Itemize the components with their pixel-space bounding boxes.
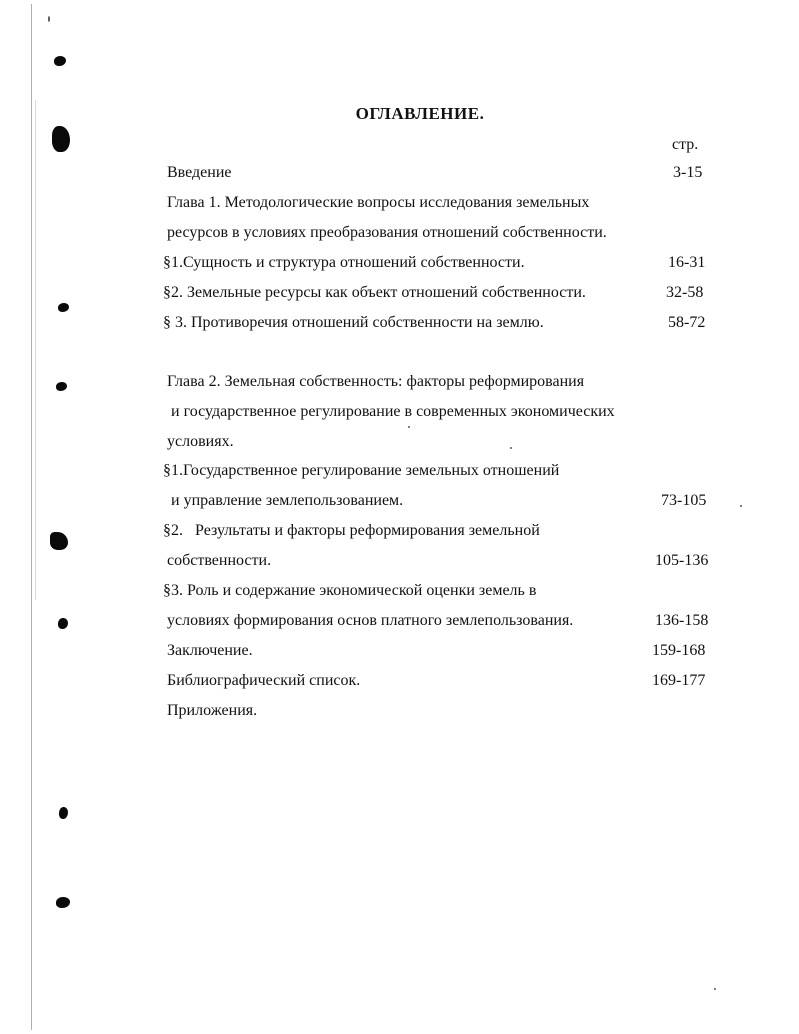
toc-entry-pages: 16-31 <box>668 254 706 271</box>
toc-entry-pages: 58-72 <box>668 314 706 331</box>
toc-entry-text: §3. Роль и содержание экономической оценки земель в <box>163 582 537 599</box>
punch-hole-mark <box>54 56 66 66</box>
toc-entry-text: §1.Государственное регулирование земельных отношений <box>163 462 560 479</box>
punch-hole-mark <box>56 382 67 391</box>
binder-margin-line <box>31 4 32 1030</box>
punch-hole-mark <box>58 303 69 312</box>
toc-entry-pages: 159-168 <box>652 642 706 659</box>
toc-entry-text: §2. Земельные ресурсы как объект отношений собственности. <box>163 284 586 301</box>
toc-entry-text: §1.Сущность и структура отношений собственности. <box>163 254 525 271</box>
scan-speck <box>48 16 50 22</box>
toc-entry-pages: 136-158 <box>655 612 709 629</box>
scan-speck <box>714 988 716 990</box>
scan-speck <box>408 426 410 428</box>
binder-margin-line-faint <box>35 100 36 600</box>
toc-entry-text: условиях. <box>167 433 234 450</box>
toc-entry-text: и управление землепользованием. <box>171 492 404 509</box>
toc-entry-text: и государственное регулирование в современных экономических <box>171 403 615 420</box>
punch-hole-mark <box>58 618 68 629</box>
punch-hole-mark <box>56 897 70 908</box>
toc-entry-text: условиях формирования основ платного землепользования. <box>167 612 574 629</box>
toc-entry-pages: 169-177 <box>652 672 706 689</box>
toc-entry-text: Введение <box>167 164 232 181</box>
page-column-label: стр. <box>672 136 699 153</box>
toc-entry-text: Приложения. <box>167 702 258 719</box>
toc-entry-pages: 3-15 <box>673 164 703 181</box>
toc-entry-pages: 105-136 <box>655 552 709 569</box>
toc-entry-text: §2. Результаты и факторы реформирования земельной <box>163 522 540 539</box>
punch-hole-mark <box>59 807 68 819</box>
toc-entry-pages: 32-58 <box>666 284 704 301</box>
punch-hole-mark <box>52 126 70 152</box>
toc-entry-pages: 73-105 <box>661 492 707 509</box>
toc-entry-text: Глава 1. Методологические вопросы исследования земельных <box>167 194 590 211</box>
toc-entry-text: Заключение. <box>167 642 253 659</box>
punch-hole-mark <box>50 532 68 550</box>
scan-speck <box>510 447 512 449</box>
scan-speck <box>740 505 742 507</box>
toc-entry-text: § 3. Противоречия отношений собственности на землю. <box>163 314 544 331</box>
toc-entry-text: ресурсов в условиях преобразования отношений собственности. <box>167 224 607 241</box>
toc-entry-text: Библиографический список. <box>167 672 361 689</box>
page-title: ОГЛАВЛЕНИЕ. <box>355 104 485 123</box>
toc-entry-text: собственности. <box>167 552 272 569</box>
toc-entry-text: Глава 2. Земельная собственность: факторы реформирования <box>167 373 585 390</box>
